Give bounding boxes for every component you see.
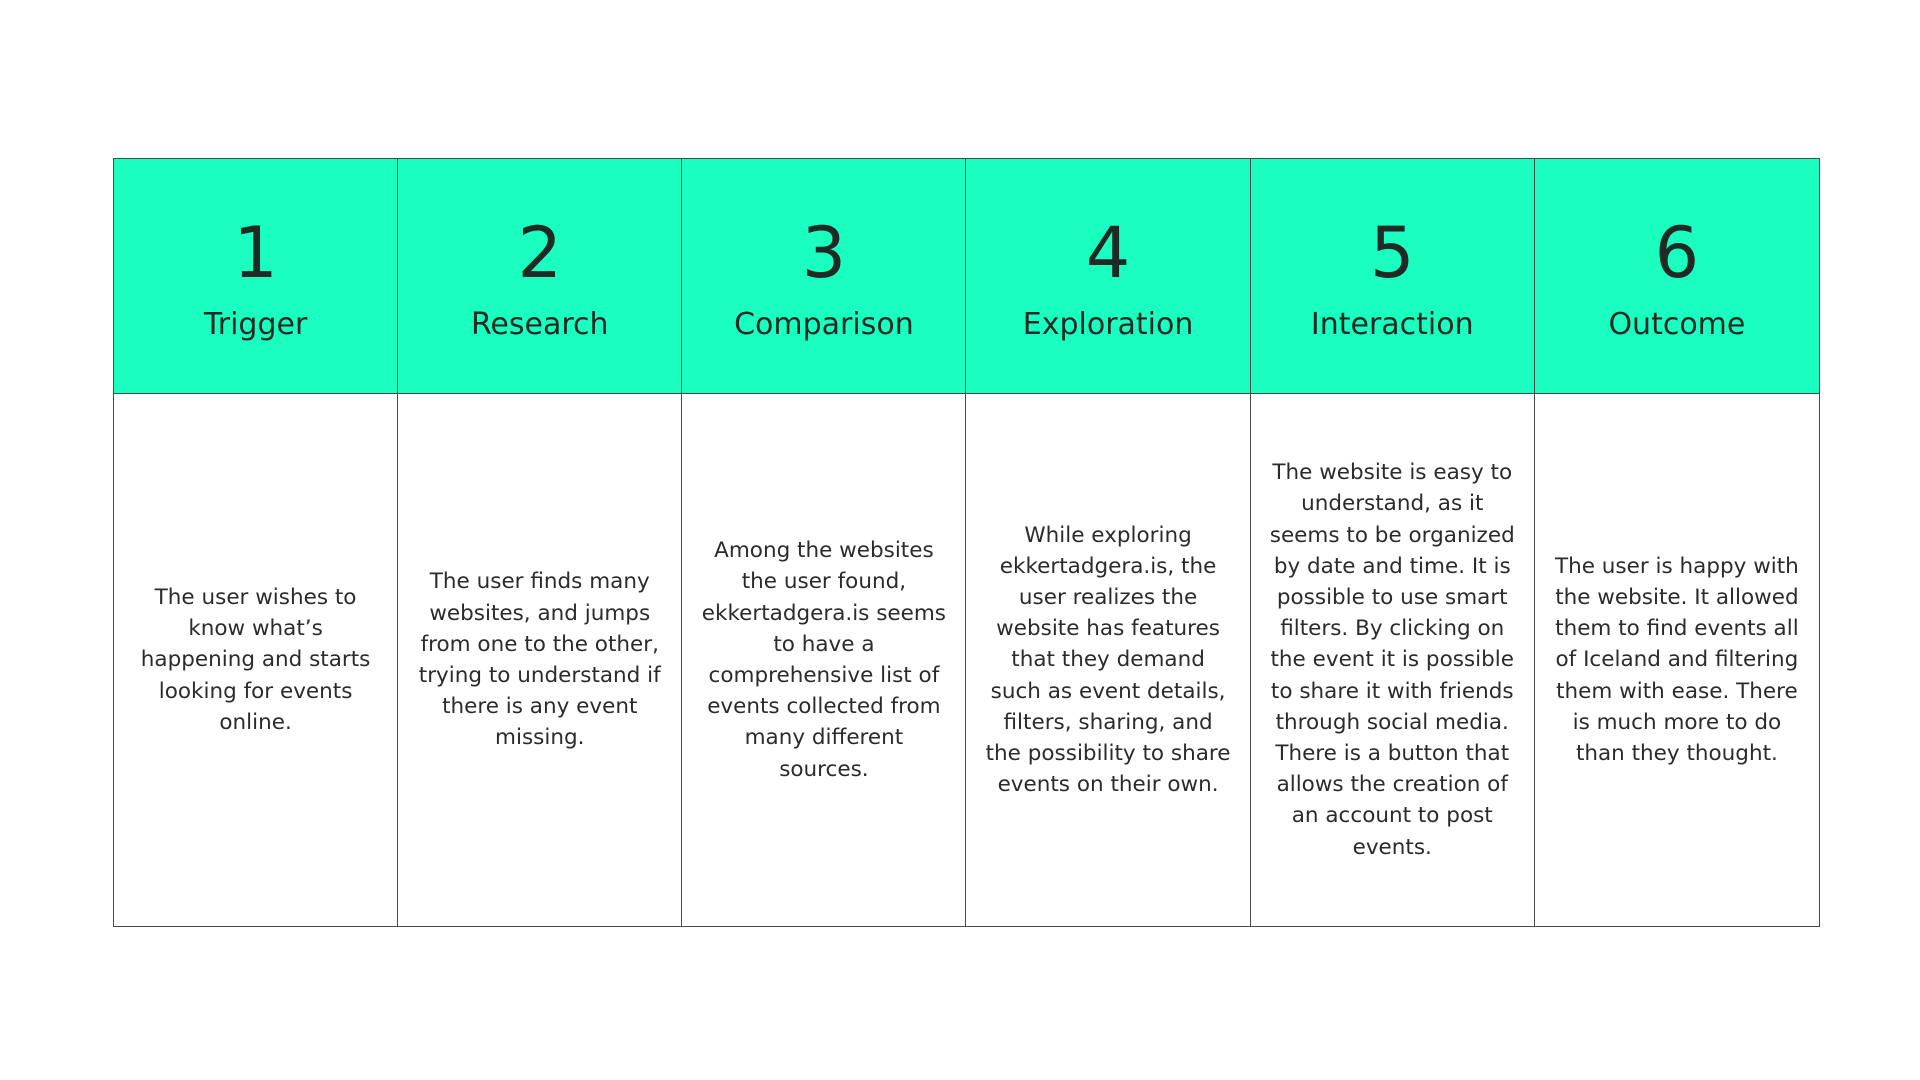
stage-description: The website is easy to understand, as it seems to be organized by date and time. It is possible to use smart filters. By clicking on the event it is possible to share it with friends through social media. There is a button that allows the creation of an account to post events. — [1269, 460, 1515, 860]
stage-header-research — [398, 159, 682, 394]
user-journey-table — [113, 158, 1820, 927]
stage-title: Research — [470, 307, 609, 342]
stage-header-outcome — [1535, 159, 1819, 394]
stage-title: Exploration — [1022, 307, 1194, 342]
stage-header-trigger — [114, 159, 398, 394]
stage-title: Trigger — [203, 307, 308, 342]
stage-title: Interaction — [1310, 307, 1474, 342]
stage-body-outcome — [1535, 394, 1819, 926]
stage-description: Among the websites the user found, ekkertadgera.is seems to have a comprehensive list of events collected from many different sources. — [701, 538, 947, 782]
stage-body-exploration — [966, 394, 1250, 926]
stage-body-research — [398, 394, 682, 926]
stage-body-interaction — [1251, 394, 1535, 926]
stage-body-trigger — [114, 394, 398, 926]
stage-number: 1 — [233, 212, 278, 294]
stage-number: 6 — [1654, 212, 1700, 294]
stage-description: The user wishes to know what’s happening and starts looking for events online. — [140, 584, 371, 735]
stage-header-exploration — [966, 159, 1250, 394]
stage-description: While exploring ekkertadgera.is, the user realizes the website has features that they demand such as event details, filters, sharing, and the possibility to share events on their own. — [985, 522, 1231, 798]
stage-number: 3 — [801, 212, 847, 294]
stage-number: 5 — [1369, 212, 1415, 294]
stage-header-comparison — [682, 159, 966, 394]
stage-number: 2 — [517, 212, 563, 294]
stage-description: The user is happy with the website. It allowed them to find events all of Iceland and filtering them with ease. There is much more to do than they thought. — [1554, 553, 1799, 766]
stage-number: 4 — [1085, 212, 1131, 294]
stage-title: Comparison — [734, 307, 914, 342]
stage-header-interaction — [1251, 159, 1535, 394]
stage-title: Outcome — [1608, 307, 1746, 342]
stage-body-comparison — [682, 394, 966, 926]
stage-description: The user finds many websites, and jumps from one to the other, trying to understand if there is any event missing. — [418, 569, 661, 751]
